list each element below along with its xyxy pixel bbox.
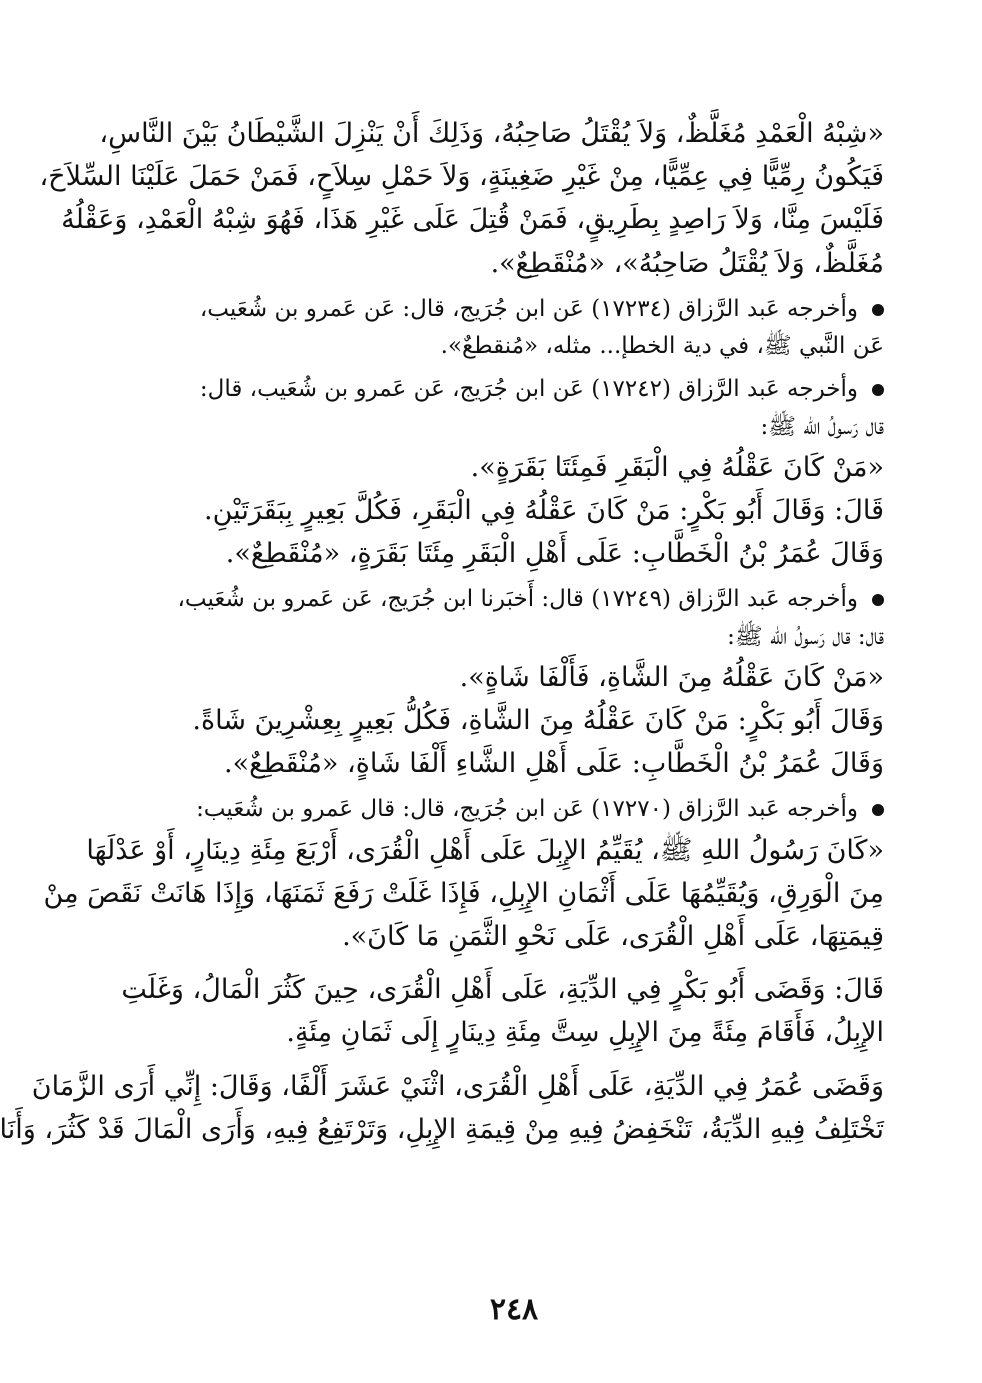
hadith-line: قِيمَتِهَا، عَلَى أَهْلِ الْقُرَى، عَلَى نَحْوِ الثَّمَنِ مَا كَانَ». [342,921,884,952]
hadith-line: الإِبِلُ، فَأَقَامَ مِئَةً مِنَ الإِبِلِ سِتَّ مِئَةِ دِينَارٍ إِلَى ثَمَانِ مِئَةٍ. [286,1017,884,1049]
narration-text: وأخرجه عَبد الرَّزاق (١٧٢٧٠) عَن ابن جُرَيج، قال: قال عَمرو بن شُعَيب: [196,796,858,823]
narration-bullet [142,581,884,618]
narration-line: قال رَسولُ الله ﷺ: [760,413,884,440]
bullet-icon [872,804,884,816]
hadith-line: فَلَيْسَ مِنَّا، وَلاَ رَاصِدٍ بِطَرِيقٍ، فَمَنْ قُتِلَ عَلَى غَيْرِ هَذَا، فَهُوَ شِبْهُ الْعَمْدِ، وَعَقْلُهُ [61,204,884,236]
narration-text: وأخرجه عَبد الرَّزاق (١٧٢٤٩) قال: أَخبَرنا ابن جُرَيج، عَن عَمرو بن شُعَيب، [177,586,858,613]
bullet-icon [872,304,884,316]
hadith-line: وَقَضَى عُمَرُ فِي الدِّيَةِ، عَلَى أَهْلِ الْقُرَى، اثْنَيْ عَشَرَ أَلْفًا، وَقَالَ: إِنِّي أَرَى الزَّمَانَ [31,1070,884,1102]
hadith-line: قَالَ: وَقَضَى أَبُو بَكْرٍ فِي الدِّيَةِ، عَلَى أَهْلِ الْقُرَى، حِينَ كَثُرَ الْمَالُ، وَغَلَتِ [121,974,884,1006]
narration-bullet [142,291,884,328]
page-number: ٢٤٨ [489,1292,539,1327]
page-body [0,112,884,1151]
quote-line: وَقَالَ عُمَرُ بْنُ الْخَطَّابِ: عَلَى أَهْلِ الْبَقَرِ مِئَتَا بَقَرَةٍ، «مُنْقَطِعٌ». [225,538,884,570]
hadith-line: مِنَ الْوَرِقِ، وَيُقَيِّمُهَا عَلَى أَثْمَانِ الإِبِلِ، فَإِذَا غَلَتْ رَفَعَ ثَمَنَهَا، وَإِذَا هَانَتْ نَقَصَ مِنْ [43,877,884,909]
hadith-line: مُغَلَّظٌ، وَلاَ يُقْتَلُ صَاحِبُهُ»، «مُنْقَطِعٌ». [490,247,884,279]
quote-line: «مَنْ كَانَ عَقْلُهُ فِي الْبَقَرِ فَمِئَتَا بَقَرَةٍ». [470,451,884,483]
narration-text: وأخرجه عَبد الرَّزاق (١٧٢٣٤) عَن ابن جُرَيج، قال: عَن عَمرو بن شُعَيب، [199,295,858,322]
bullet-icon [872,594,884,606]
narration-line: قال: قال رَسولُ الله ﷺ: [727,623,884,650]
quote-line: قَالَ: وَقَالَ أَبُو بَكْرٍ: مَنْ كَانَ عَقْلُهُ فِي الْبَقَرِ، فَكُلَّ بَعِيرٍ بِبَقَرَتَيْنِ. [204,494,884,526]
quote-line: وَقَالَ عُمَرُ بْنُ الْخَطَّابِ: عَلَى أَهْلِ الشَّاءِ أَلْفَا شَاةٍ، «مُنْقَطِعٌ». [224,748,884,780]
narration-bullet [142,791,884,828]
quote-line: وَقَالَ أَبُو بَكْرٍ: مَنْ كَانَ عَقْلُهُ مِنَ الشَّاةِ، فَكُلُّ بَعِيرٍ بِعِشْرِينَ شَاةً. [192,705,884,736]
quote-line: «مَنْ كَانَ عَقْلُهُ مِنَ الشَّاةِ، فَأَلْفَا شَاةٍ». [459,661,884,693]
hadith-line: «شِبْهُ الْعَمْدِ مُغَلَّظٌ، وَلاَ يُقْتَلُ صَاحِبُهُ، وَذَلِكَ أَنْ يَنْزِلَ الشَّيْطَانُ بَيْنَ النَّاسِ، [99,118,884,149]
hadith-line: تَخْتَلِفُ فِيهِ الدِّيَةُ، تَنْخَفِضُ فِيهِ مِنْ قِيمَةِ الإِبِلِ، وَتَرْتَفِعُ فِيهِ، وَأَرَى الْمَالَ قَدْ كَثُرَ، وَأَنَا [0,1113,884,1145]
hadith-line: فَيَكُونُ رِمِّيًّا فِي عِمِّيًّا، مِنْ غَيْرِ ضَغِينَةٍ، وَلاَ حَمْلِ سِلاَحٍ، فَمَنْ حَمَلَ عَلَيْنَا السِّلاَحَ، [39,161,884,193]
narration-line: عَن النَّبي ﷺ، في دية الخطإ... مثله، «مُنقطعٌ». [440,333,884,359]
hadith-line: «كَانَ رَسُولُ اللهِ ﷺ، يُقَيِّمُ الإِبِلَ عَلَى أَهْلِ الْقُرَى، أَرْبَعَ مِئَةِ دِينَارٍ، أَوْ عَدْلَهَا [86,834,884,866]
bullet-icon [872,384,884,396]
narration-text: وأخرجه عَبد الرَّزاق (١٧٢٤٢) عَن ابن جُرَيج، عَن عَمرو بن شُعَيب، قال: [199,376,858,403]
narration-bullet [142,371,884,408]
